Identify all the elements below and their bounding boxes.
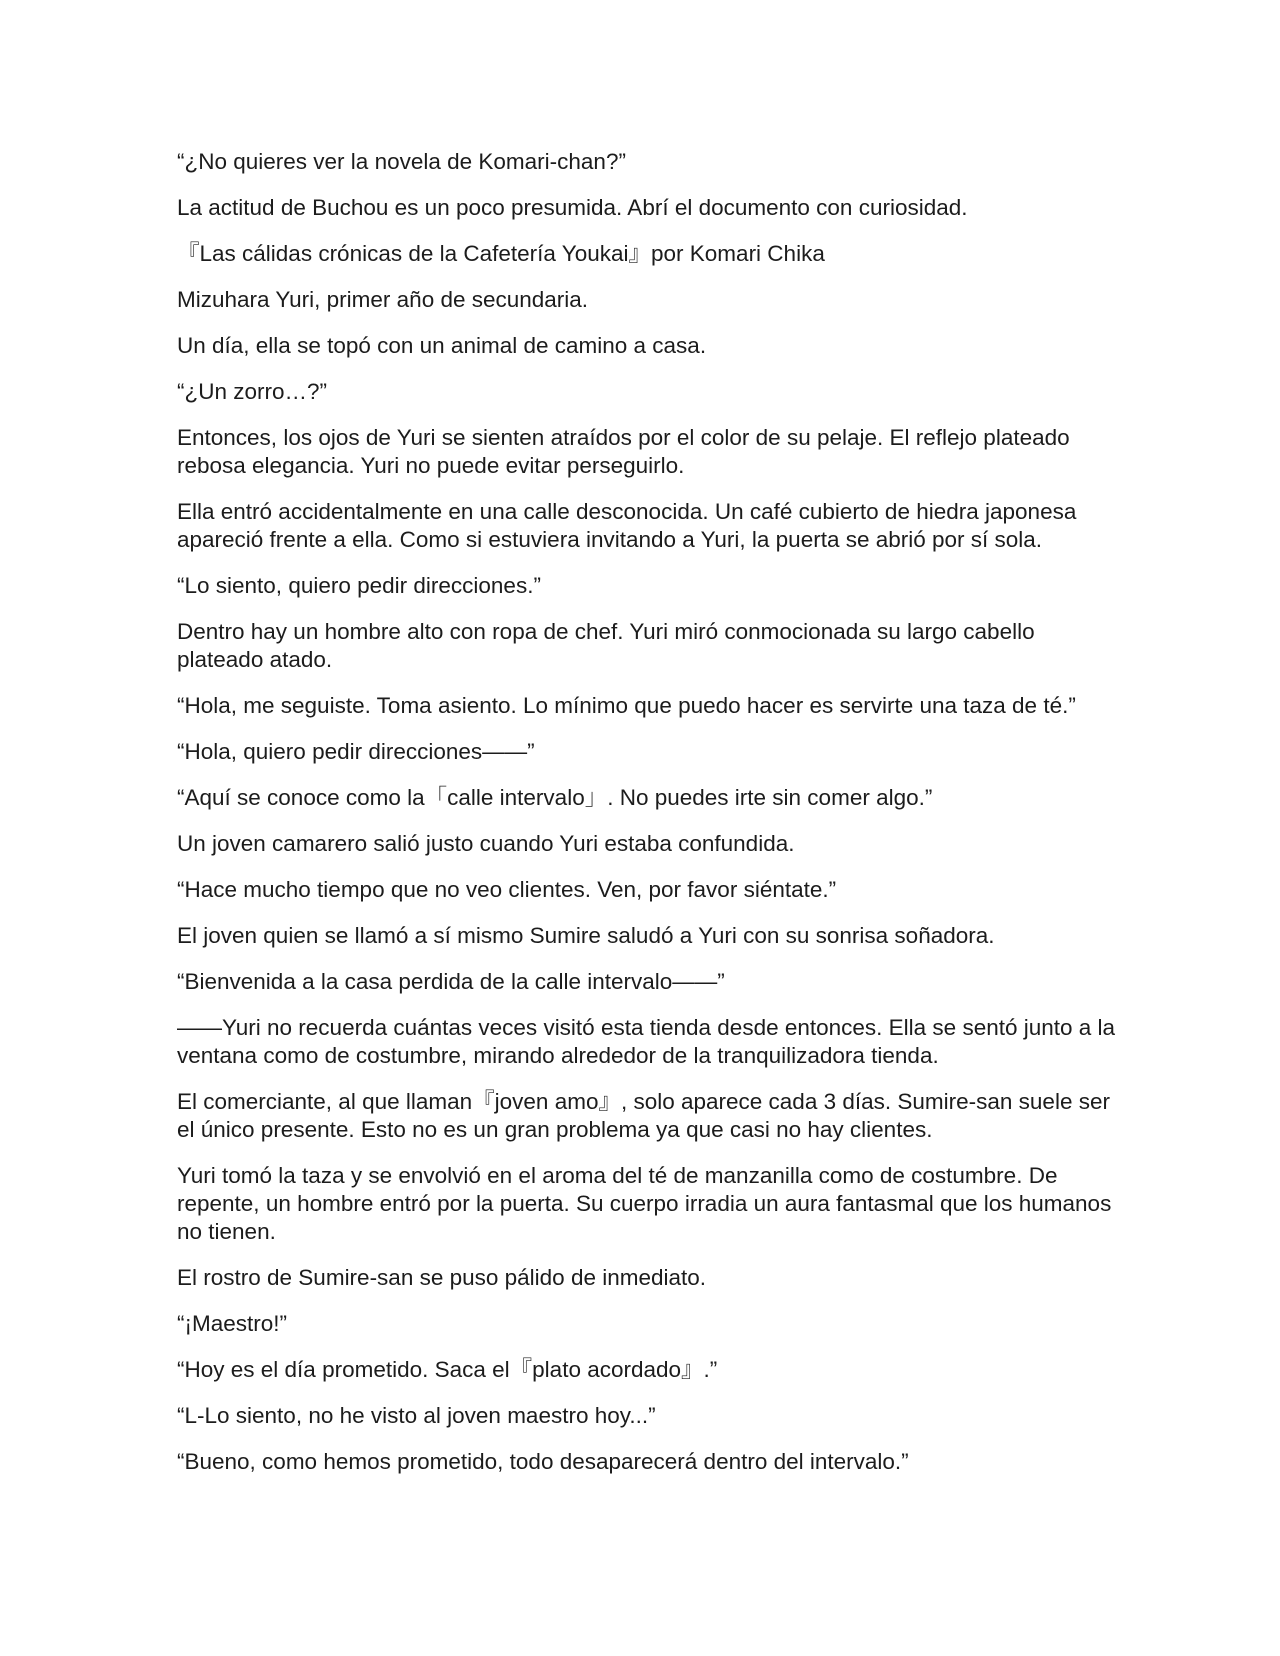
paragraph-11: “Hola, me seguiste. Toma asiento. Lo mínimo que puedo hacer es servirte una taza de té.”	[177, 693, 1076, 718]
paragraph-19: El comerciante, al que llaman『joven amo』, solo aparece cada 3 días. Sumire-san suele ser el único presente. Esto no es un gran problema ya que casi no hay clientes.	[177, 1089, 1110, 1142]
paragraph-22: “¡Maestro!”	[177, 1311, 288, 1336]
document-body	[177, 148, 1117, 1494]
paragraph-12: “Hola, quiero pedir direcciones——”	[177, 739, 535, 764]
paragraph-14: Un joven camarero salió justo cuando Yuri estaba confundida.	[177, 831, 795, 856]
paragraph-6: “¿Un zorro…?”	[177, 379, 328, 404]
paragraph-5: Un día, ella se topó con un animal de camino a casa.	[177, 333, 707, 358]
paragraph-16: El joven quien se llamó a sí mismo Sumire saludó a Yuri con su sonrisa soñadora.	[177, 923, 995, 948]
paragraph-10: Dentro hay un hombre alto con ropa de chef. Yuri miró conmocionada su largo cabello plateado atado.	[177, 619, 1035, 672]
paragraph-25: “Bueno, como hemos prometido, todo desaparecerá dentro del intervalo.”	[177, 1449, 909, 1474]
paragraph-8: Ella entró accidentalmente en una calle desconocida. Un café cubierto de hiedra japonesa apareció frente a ella. Como si estuviera invitando a Yuri, la puerta se abrió por sí sola.	[177, 499, 1077, 552]
paragraph-24: “L-Lo siento, no he visto al joven maestro hoy...”	[177, 1403, 656, 1428]
paragraph-2: La actitud de Buchou es un poco presumida. Abrí el documento con curiosidad.	[177, 195, 968, 220]
paragraph-4: Mizuhara Yuri, primer año de secundaria.	[177, 287, 589, 312]
paragraph-18: ——Yuri no recuerda cuántas veces visitó esta tienda desde entonces. Ella se sentó junto a la ventana como de costumbre, mirando alrededor de la tranquilizadora tienda.	[177, 1015, 1116, 1068]
paragraph-7: Entonces, los ojos de Yuri se sienten atraídos por el color de su pelaje. El reflejo plateado rebosa elegancia. Yuri no puede evitar perseguirlo.	[177, 425, 1070, 478]
novel-title-line: 『Las cálidas crónicas de la Cafetería Youkai』por Komari Chika	[177, 241, 825, 266]
paragraph-9: “Lo siento, quiero pedir direcciones.”	[177, 573, 541, 598]
paragraph-13: “Aquí se conoce como la「calle intervalo」. No puedes irte sin comer algo.”	[177, 785, 933, 810]
paragraph-15: “Hace mucho tiempo que no veo clientes. Ven, por favor siéntate.”	[177, 877, 837, 902]
paragraph-20: Yuri tomó la taza y se envolvió en el aroma del té de manzanilla como de costumbre. De repente, un hombre entró por la puerta. Su cuerpo irradia un aura fantasmal que los humanos no tienen.	[177, 1163, 1112, 1244]
paragraph-23: “Hoy es el día prometido. Saca el『plato acordado』.”	[177, 1357, 718, 1382]
paragraph-21: El rostro de Sumire-san se puso pálido de inmediato.	[177, 1265, 707, 1290]
paragraph-1: “¿No quieres ver la novela de Komari-chan?”	[177, 149, 626, 174]
paragraph-17: “Bienvenida a la casa perdida de la calle intervalo——”	[177, 969, 725, 994]
